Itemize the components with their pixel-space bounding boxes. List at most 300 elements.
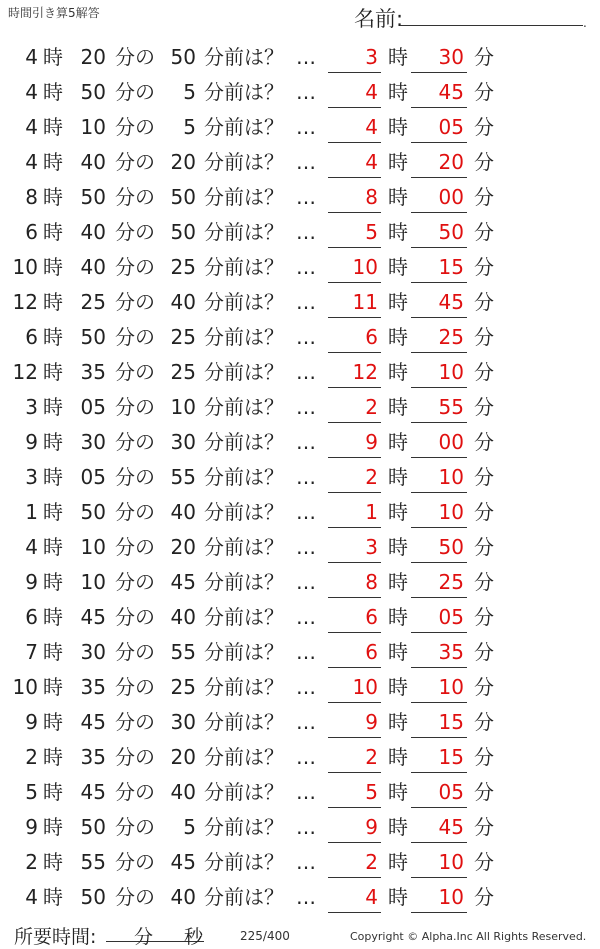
- minutes-before: 50: [170, 45, 196, 69]
- problem-row: [0, 600, 600, 635]
- minute-of-label: 分の: [115, 780, 155, 804]
- answer-minute-unit-label: 分: [474, 395, 494, 419]
- answer-hour: 2: [365, 465, 378, 489]
- problem-row: [0, 285, 600, 320]
- minutes-before-label: 分前は？: [204, 465, 284, 489]
- minutes-before: 50: [170, 185, 196, 209]
- start-minute: 10: [80, 115, 106, 139]
- answer-minute: 10: [438, 850, 464, 874]
- hour-unit-label: 時: [43, 850, 63, 874]
- answer-hour-unit-label: 時: [388, 290, 408, 314]
- answer-minute-line[interactable]: [411, 562, 467, 563]
- ellipsis: …: [296, 360, 314, 384]
- minutes-before-label: 分前は？: [204, 220, 284, 244]
- answer-hour-unit-label: 時: [388, 80, 408, 104]
- answer-minute: 10: [438, 465, 464, 489]
- answer-minute: 20: [438, 150, 464, 174]
- answer-minute-line[interactable]: [411, 212, 467, 213]
- answer-minute-line[interactable]: [411, 492, 467, 493]
- answer-minute-unit-label: 分: [474, 640, 494, 664]
- answer-minute-line[interactable]: [411, 72, 467, 73]
- answer-hour-unit-label: 時: [388, 185, 408, 209]
- minutes-before: 40: [170, 605, 196, 629]
- minutes-before-label: 分前は？: [204, 115, 284, 139]
- minutes-before-label: 分前は？: [204, 605, 284, 629]
- answer-minute-line[interactable]: [411, 842, 467, 843]
- answer-hour-unit-label: 時: [388, 640, 408, 664]
- minute-of-label: 分の: [115, 325, 155, 349]
- start-hour: 7: [25, 640, 38, 664]
- answer-minute-unit-label: 分: [474, 115, 494, 139]
- start-hour: 10: [12, 255, 38, 279]
- minutes-before-label: 分前は？: [204, 395, 284, 419]
- name-field-line[interactable]: [400, 25, 583, 26]
- start-hour: 4: [25, 115, 38, 139]
- minutes-before: 25: [170, 675, 196, 699]
- start-minute: 30: [80, 430, 106, 454]
- start-hour: 4: [25, 150, 38, 174]
- minutes-before: 5: [183, 815, 196, 839]
- minute-of-label: 分の: [115, 710, 155, 734]
- answer-hour-line[interactable]: [328, 842, 381, 843]
- minute-of-label: 分の: [115, 395, 155, 419]
- problem-row: [0, 565, 600, 600]
- answer-minute: 15: [438, 745, 464, 769]
- answer-hour-unit-label: 時: [388, 815, 408, 839]
- hour-unit-label: 時: [43, 780, 63, 804]
- answer-hour-line[interactable]: [328, 492, 381, 493]
- minute-of-label: 分の: [115, 640, 155, 664]
- problem-row: [0, 180, 600, 215]
- ellipsis: …: [296, 640, 314, 664]
- problem-row: [0, 670, 600, 705]
- start-minute: 45: [80, 605, 106, 629]
- answer-hour-line[interactable]: [328, 877, 381, 878]
- answer-minute-unit-label: 分: [474, 360, 494, 384]
- start-hour: 9: [25, 710, 38, 734]
- start-hour: 9: [25, 430, 38, 454]
- start-minute: 35: [80, 360, 106, 384]
- answer-minute-unit-label: 分: [474, 745, 494, 769]
- answer-minute-line[interactable]: [411, 387, 467, 388]
- answer-hour-line[interactable]: [328, 387, 381, 388]
- minute-of-label: 分の: [115, 745, 155, 769]
- answer-hour: 11: [352, 290, 378, 314]
- ellipsis: …: [296, 150, 314, 174]
- answer-hour: 8: [365, 570, 378, 594]
- start-hour: 12: [12, 360, 38, 384]
- problem-row: [0, 880, 600, 915]
- answer-minute-line[interactable]: [411, 457, 467, 458]
- answer-hour-unit-label: 時: [388, 535, 408, 559]
- answer-minute: 50: [438, 220, 464, 244]
- answer-hour-unit-label: 時: [388, 710, 408, 734]
- hour-unit-label: 時: [43, 535, 63, 559]
- ellipsis: …: [296, 500, 314, 524]
- minutes-before: 55: [170, 640, 196, 664]
- hour-unit-label: 時: [43, 430, 63, 454]
- start-minute: 50: [80, 815, 106, 839]
- minutes-before: 55: [170, 465, 196, 489]
- answer-hour: 3: [365, 535, 378, 559]
- answer-hour-line[interactable]: [328, 807, 381, 808]
- ellipsis: …: [296, 325, 314, 349]
- hour-unit-label: 時: [43, 500, 63, 524]
- hour-unit-label: 時: [43, 675, 63, 699]
- answer-hour-line[interactable]: [328, 737, 381, 738]
- copyright-notice: Copyright © Alpha.Inc All Rights Reserved.: [350, 930, 587, 943]
- minutes-before: 20: [170, 745, 196, 769]
- answer-hour: 9: [365, 815, 378, 839]
- name-end-dot: .: [583, 16, 587, 30]
- answer-hour: 2: [365, 745, 378, 769]
- answer-hour-unit-label: 時: [388, 325, 408, 349]
- problem-row: [0, 810, 600, 845]
- answer-minute-line[interactable]: [411, 737, 467, 738]
- answer-hour-line[interactable]: [328, 772, 381, 773]
- problem-row: [0, 530, 600, 565]
- minutes-before: 25: [170, 360, 196, 384]
- minutes-before-label: 分前は？: [204, 535, 284, 559]
- problem-row: [0, 390, 600, 425]
- minutes-before-label: 分前は？: [204, 80, 284, 104]
- minute-of-label: 分の: [115, 850, 155, 874]
- minutes-before: 40: [170, 290, 196, 314]
- hour-unit-label: 時: [43, 465, 63, 489]
- answer-hour-unit-label: 時: [388, 220, 408, 244]
- answer-minute-unit-label: 分: [474, 255, 494, 279]
- minutes-before: 20: [170, 150, 196, 174]
- ellipsis: …: [296, 745, 314, 769]
- answer-minute-unit-label: 分: [474, 815, 494, 839]
- elapsed-second-label: 秒: [184, 926, 204, 948]
- answer-minute-line[interactable]: [411, 772, 467, 773]
- answer-hour-line[interactable]: [328, 142, 381, 143]
- answer-hour: 12: [352, 360, 378, 384]
- answer-hour-line[interactable]: [328, 457, 381, 458]
- minute-of-label: 分の: [115, 675, 155, 699]
- minutes-before-label: 分前は？: [204, 430, 284, 454]
- minutes-before-label: 分前は？: [204, 815, 284, 839]
- answer-hour: 5: [365, 780, 378, 804]
- start-minute: 40: [80, 255, 106, 279]
- elapsed-time-label: 所要時間:: [14, 926, 97, 948]
- start-minute: 35: [80, 745, 106, 769]
- answer-hour-unit-label: 時: [388, 675, 408, 699]
- start-hour: 12: [12, 290, 38, 314]
- answer-minute: 05: [438, 115, 464, 139]
- minute-of-label: 分の: [115, 605, 155, 629]
- answer-minute-line[interactable]: [411, 282, 467, 283]
- minutes-before-label: 分前は？: [204, 185, 284, 209]
- answer-hour-unit-label: 時: [388, 360, 408, 384]
- answer-hour: 2: [365, 395, 378, 419]
- minutes-before: 45: [170, 570, 196, 594]
- answer-hour: 2: [365, 850, 378, 874]
- ellipsis: …: [296, 80, 314, 104]
- answer-minute-unit-label: 分: [474, 185, 494, 209]
- problem-row: [0, 425, 600, 460]
- minutes-before-label: 分前は？: [204, 150, 284, 174]
- hour-unit-label: 時: [43, 255, 63, 279]
- answer-hour-line[interactable]: [328, 247, 381, 248]
- answer-minute-line[interactable]: [411, 912, 467, 913]
- start-hour: 8: [25, 185, 38, 209]
- answer-minute-line[interactable]: [411, 527, 467, 528]
- worksheet-title: 時間引き算5解答: [8, 6, 100, 20]
- answer-minute-unit-label: 分: [474, 430, 494, 454]
- answer-hour: 6: [365, 325, 378, 349]
- minutes-before-label: 分前は？: [204, 290, 284, 314]
- answer-hour: 10: [352, 675, 378, 699]
- minutes-before-label: 分前は？: [204, 850, 284, 874]
- minute-of-label: 分の: [115, 465, 155, 489]
- answer-hour-line[interactable]: [328, 352, 381, 353]
- ellipsis: …: [296, 185, 314, 209]
- problem-row: [0, 775, 600, 810]
- answer-hour: 4: [365, 150, 378, 174]
- answer-minute-unit-label: 分: [474, 80, 494, 104]
- minutes-before: 20: [170, 535, 196, 559]
- hour-unit-label: 時: [43, 45, 63, 69]
- problem-row: [0, 705, 600, 740]
- minutes-before-label: 分前は？: [204, 710, 284, 734]
- answer-minute-line[interactable]: [411, 107, 467, 108]
- minutes-before: 40: [170, 885, 196, 909]
- answer-hour-unit-label: 時: [388, 570, 408, 594]
- answer-minute-unit-label: 分: [474, 465, 494, 489]
- problem-row: [0, 635, 600, 670]
- answer-hour: 1: [365, 500, 378, 524]
- minutes-before-label: 分前は？: [204, 45, 284, 69]
- answer-hour-line[interactable]: [328, 107, 381, 108]
- start-hour: 3: [25, 395, 38, 419]
- ellipsis: …: [296, 395, 314, 419]
- answer-minute: 00: [438, 185, 464, 209]
- minute-of-label: 分の: [115, 535, 155, 559]
- answer-minute: 45: [438, 80, 464, 104]
- answer-hour-line[interactable]: [328, 912, 381, 913]
- answer-minute: 35: [438, 640, 464, 664]
- start-hour: 4: [25, 535, 38, 559]
- start-minute: 25: [80, 290, 106, 314]
- start-minute: 50: [80, 325, 106, 349]
- minutes-before-label: 分前は？: [204, 360, 284, 384]
- answer-minute-unit-label: 分: [474, 150, 494, 174]
- answer-minute-unit-label: 分: [474, 500, 494, 524]
- answer-hour-unit-label: 時: [388, 885, 408, 909]
- start-hour: 6: [25, 220, 38, 244]
- start-hour: 2: [25, 745, 38, 769]
- minutes-before: 5: [183, 115, 196, 139]
- answer-minute-line[interactable]: [411, 702, 467, 703]
- answer-hour-line[interactable]: [328, 317, 381, 318]
- start-minute: 35: [80, 675, 106, 699]
- answer-hour: 9: [365, 430, 378, 454]
- start-hour: 4: [25, 80, 38, 104]
- answer-hour-line[interactable]: [328, 212, 381, 213]
- minute-of-label: 分の: [115, 220, 155, 244]
- start-minute: 55: [80, 850, 106, 874]
- minute-of-label: 分の: [115, 360, 155, 384]
- answer-minute-line[interactable]: [411, 667, 467, 668]
- ellipsis: …: [296, 815, 314, 839]
- ellipsis: …: [296, 605, 314, 629]
- minute-of-label: 分の: [115, 45, 155, 69]
- minutes-before: 40: [170, 780, 196, 804]
- answer-hour: 10: [352, 255, 378, 279]
- answer-minute-line[interactable]: [411, 597, 467, 598]
- problem-row: [0, 355, 600, 390]
- answer-minute-line[interactable]: [411, 317, 467, 318]
- answer-hour-unit-label: 時: [388, 780, 408, 804]
- answer-hour-line[interactable]: [328, 177, 381, 178]
- start-hour: 2: [25, 850, 38, 874]
- minute-of-label: 分の: [115, 185, 155, 209]
- ellipsis: …: [296, 115, 314, 139]
- answer-minute-line[interactable]: [411, 632, 467, 633]
- problem-row: [0, 460, 600, 495]
- problem-row: [0, 75, 600, 110]
- minute-of-label: 分の: [115, 500, 155, 524]
- answer-minute-unit-label: 分: [474, 710, 494, 734]
- hour-unit-label: 時: [43, 640, 63, 664]
- start-minute: 10: [80, 570, 106, 594]
- hour-unit-label: 時: [43, 395, 63, 419]
- minutes-before-label: 分前は？: [204, 570, 284, 594]
- answer-minute-unit-label: 分: [474, 570, 494, 594]
- minutes-before: 25: [170, 325, 196, 349]
- answer-hour-unit-label: 時: [388, 745, 408, 769]
- problem-row: [0, 320, 600, 355]
- answer-minute: 30: [438, 45, 464, 69]
- minutes-before: 30: [170, 710, 196, 734]
- hour-unit-label: 時: [43, 150, 63, 174]
- minutes-before: 25: [170, 255, 196, 279]
- answer-hour-unit-label: 時: [388, 430, 408, 454]
- ellipsis: …: [296, 710, 314, 734]
- answer-minute: 10: [438, 675, 464, 699]
- answer-minute-line[interactable]: [411, 352, 467, 353]
- start-minute: 50: [80, 885, 106, 909]
- problem-row: [0, 145, 600, 180]
- answer-hour-line[interactable]: [328, 562, 381, 563]
- hour-unit-label: 時: [43, 570, 63, 594]
- answer-minute-line[interactable]: [411, 877, 467, 878]
- ellipsis: …: [296, 780, 314, 804]
- minutes-before: 45: [170, 850, 196, 874]
- answer-hour-unit-label: 時: [388, 500, 408, 524]
- answer-minute: 05: [438, 605, 464, 629]
- answer-minute-line[interactable]: [411, 807, 467, 808]
- answer-minute: 45: [438, 290, 464, 314]
- minutes-before: 5: [183, 80, 196, 104]
- answer-hour-line[interactable]: [328, 702, 381, 703]
- answer-hour-unit-label: 時: [388, 115, 408, 139]
- answer-minute-line[interactable]: [411, 247, 467, 248]
- answer-minute-line[interactable]: [411, 142, 467, 143]
- answer-hour-unit-label: 時: [388, 395, 408, 419]
- answer-minute: 25: [438, 325, 464, 349]
- hour-unit-label: 時: [43, 360, 63, 384]
- answer-minute-line[interactable]: [411, 177, 467, 178]
- minute-of-label: 分の: [115, 150, 155, 174]
- answer-minute-unit-label: 分: [474, 850, 494, 874]
- start-hour: 6: [25, 325, 38, 349]
- start-hour: 5: [25, 780, 38, 804]
- minutes-before-label: 分前は？: [204, 325, 284, 349]
- answer-minute-unit-label: 分: [474, 780, 494, 804]
- answer-minute: 10: [438, 885, 464, 909]
- minute-of-label: 分の: [115, 570, 155, 594]
- ellipsis: …: [296, 535, 314, 559]
- problem-row: [0, 250, 600, 285]
- answer-minute-unit-label: 分: [474, 675, 494, 699]
- ellipsis: …: [296, 850, 314, 874]
- answer-minute-unit-label: 分: [474, 605, 494, 629]
- problem-row: [0, 215, 600, 250]
- answer-minute-line[interactable]: [411, 422, 467, 423]
- problem-row: [0, 495, 600, 530]
- minute-of-label: 分の: [115, 80, 155, 104]
- answer-minute-unit-label: 分: [474, 325, 494, 349]
- hour-unit-label: 時: [43, 325, 63, 349]
- problem-row: [0, 845, 600, 880]
- answer-hour-line[interactable]: [328, 72, 381, 73]
- start-hour: 9: [25, 570, 38, 594]
- answer-minute-unit-label: 分: [474, 290, 494, 314]
- answer-hour-line[interactable]: [328, 632, 381, 633]
- start-minute: 50: [80, 185, 106, 209]
- hour-unit-label: 時: [43, 710, 63, 734]
- minute-of-label: 分の: [115, 815, 155, 839]
- minutes-before-label: 分前は？: [204, 780, 284, 804]
- answer-hour-line[interactable]: [328, 282, 381, 283]
- answer-hour-line[interactable]: [328, 422, 381, 423]
- answer-minute: 10: [438, 360, 464, 384]
- hour-unit-label: 時: [43, 745, 63, 769]
- answer-hour-line[interactable]: [328, 667, 381, 668]
- hour-unit-label: 時: [43, 115, 63, 139]
- answer-hour-unit-label: 時: [388, 45, 408, 69]
- name-label: 名前:: [354, 7, 404, 31]
- hour-unit-label: 時: [43, 290, 63, 314]
- answer-hour: 3: [365, 45, 378, 69]
- answer-minute: 55: [438, 395, 464, 419]
- answer-hour: 8: [365, 185, 378, 209]
- ellipsis: …: [296, 430, 314, 454]
- ellipsis: …: [296, 45, 314, 69]
- minute-of-label: 分の: [115, 430, 155, 454]
- answer-minute: 10: [438, 500, 464, 524]
- answer-hour: 6: [365, 640, 378, 664]
- answer-hour: 4: [365, 115, 378, 139]
- minutes-before-label: 分前は？: [204, 745, 284, 769]
- start-minute: 05: [80, 465, 106, 489]
- answer-hour: 5: [365, 220, 378, 244]
- minute-of-label: 分の: [115, 885, 155, 909]
- answer-minute: 45: [438, 815, 464, 839]
- minute-of-label: 分の: [115, 115, 155, 139]
- answer-hour-line[interactable]: [328, 597, 381, 598]
- answer-minute-unit-label: 分: [474, 535, 494, 559]
- answer-hour-line[interactable]: [328, 527, 381, 528]
- answer-hour: 6: [365, 605, 378, 629]
- minutes-before-label: 分前は？: [204, 500, 284, 524]
- start-minute: 05: [80, 395, 106, 419]
- hour-unit-label: 時: [43, 605, 63, 629]
- answer-hour: 9: [365, 710, 378, 734]
